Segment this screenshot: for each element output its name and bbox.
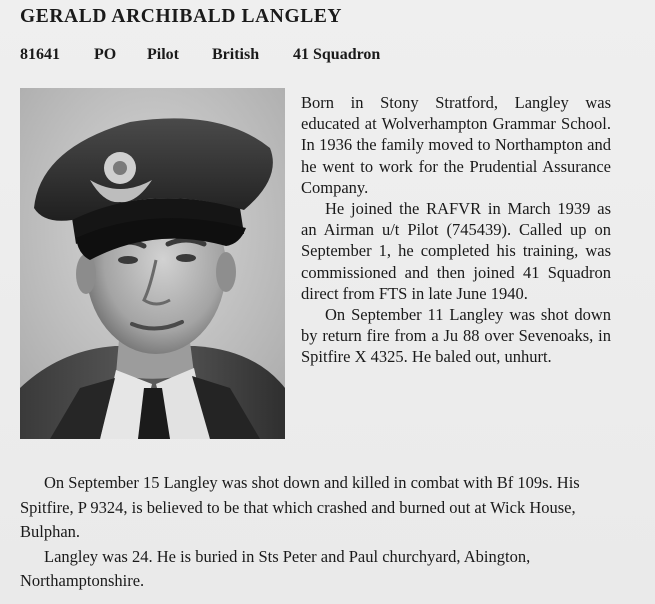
biography-paragraph-burial: Langley was 24. He is buried in Sts Peter and Paul churchyard, Abington, Northamptonshire. (20, 546, 531, 590)
biography-paragraph-shot-down: On September 11 Langley was shot down by return fire from a Ju 88 over Sevenoaks, in Spitfire X 4325. He baled out, unhurt. (301, 305, 611, 367)
rank: PO (94, 46, 117, 63)
biography-paragraph-early-life: Born in Stony Stratford, Langley was educated at Wolverhampton Grammar School. In 1936 the family moved to Northampton and he went to work for the Prudential Assurance Company. (301, 93, 611, 197)
portrait-photo (20, 88, 285, 439)
nationality: British (212, 46, 260, 63)
role: Pilot (147, 46, 179, 63)
squadron: 41 Squadron (293, 46, 381, 63)
biography-full-width (20, 471, 620, 594)
biography-column (301, 92, 611, 368)
pilot-name-heading: GERALD ARCHIBALD LANGLEY (20, 6, 343, 27)
portrait-photo-icon (20, 88, 285, 439)
biography-paragraph-training: He joined the RAFVR in March 1939 as an Airman u/t Pilot (745439). Called up on September 1, he completed his training, was commissioned and then joined 41 Squadron direct from FTS in late June 1940. (301, 199, 611, 303)
biography-paragraph-killed: On September 15 Langley was shot down and killed in combat with Bf 109s. His Spitfire, P 9324, is believed to be that which crashed and burned out at Wick House, Bulphan. (20, 473, 580, 541)
service-number: 81641 (20, 46, 60, 63)
